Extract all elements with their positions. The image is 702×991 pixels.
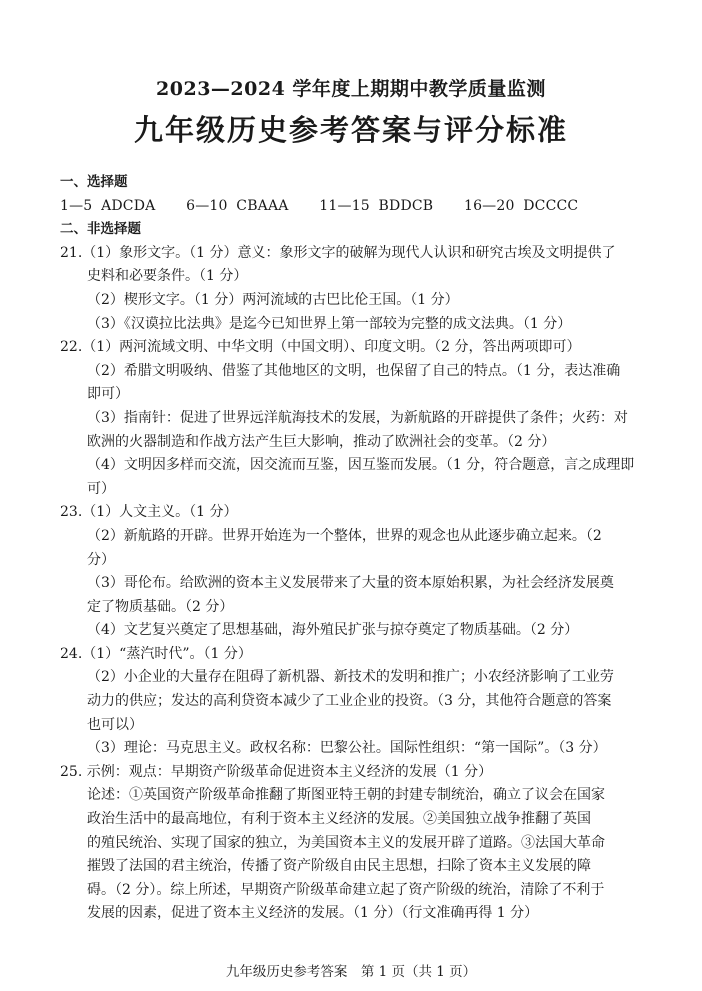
answer-body [60,171,660,926]
answer-group: 16—20 DCCCC [463,197,579,214]
answer-continuation-line: （3）指南针：促进了世界远洋航海技术的发展，为新航路的开辟提供了条件；火药：对 [87,409,628,426]
answer-continuation-line: （2）小企业的大量存在阻碍了新机器、新技术的发明和推广；小农经济影响了工业劳 [87,669,614,686]
answer-lines [60,242,660,926]
answer-continuation-line: （2）希腊文明吸纳、借鉴了其他地区的文明，也保留了自己的特点。（1 分，表达准确 [87,362,621,379]
page-footer: 九年级历史参考答案 第 1 页（共 1 页） [225,964,477,980]
answer-continuation-line: 发展的因素，促进了资本主义经济的发展。（1 分）（行文准确再得 1 分） [87,905,539,922]
answer-continuation-line: 动力的供应；发达的高利贷资本减少了工业企业的投资。（3 分，其他符合题意的答案 [87,693,612,710]
answer-continuation-line: 欧洲的火器制造和作战方法产生巨大影响，推动了欧洲社会的变革。（2 分） [87,433,556,450]
answer-continuation-line: 论述：①英国资产阶级革命推翻了斯图亚特王朝的封建专制统治，确立了议会在国家 [87,787,605,804]
answer-continuation-line: （4）文艺复兴奠定了思想基础，海外殖民扩张与掠夺奠定了物质基础。（2 分） [87,622,579,639]
question-answer-line: 22.（1）两河流域文明、中华文明（中国文明）、印度文明。（2 分，答出两项即可） [60,339,581,356]
answer-continuation-line: 也可以） [87,716,143,733]
answer-continuation-line: （3）理论：马克思主义。政权名称：巴黎公社。国际性组织：“第一国际”。（3 分） [87,740,607,757]
exam-title: 2023—2024 学年度上期期中教学质量监测 [156,78,546,100]
answer-continuation-line: （3）哥伦布。给欧洲的资本主义发展带来了大量的资本原始积累，为社会经济发展奠 [87,575,614,592]
answer-continuation-line: 的殖民统治、实现了国家的独立，为美国资本主义的发展开辟了道路。③法国大革命 [87,834,605,851]
answer-group: 1—5 ADCDA [60,197,156,214]
section-heading-non-choice: 二、非选择题 [60,221,141,238]
answer-continuation-line: （4）文明因多样而交流，因交流而互鉴，因互鉴而发展。（1 分，符合题意，言之成理即 [87,457,635,474]
answer-continuation-line: 史料和必要条件。（1 分） [87,268,248,285]
section-heading-multiple-choice: 一、选择题 [60,174,128,190]
answer-continuation-line: （3）《汉谟拉比法典》是迄今已知世界上第一部较为完整的成文法典。（1 分） [87,315,572,332]
answer-continuation-line: 即可） [87,386,129,403]
answer-continuation-line: 可） [87,480,115,497]
answer-continuation-line: （2）楔形文字。（1 分）两河流域的古巴比伦王国。（1 分） [87,291,459,308]
document-title: 九年级历史参考答案与评分标准 [133,113,568,147]
question-answer-line: 25. 示例：观点：早期资产阶级革命促进资本主义经济的发展（1 分） [60,763,493,780]
answer-continuation-line: 碍。（2 分）。综上所述，早期资产阶级革命建立起了资产阶级的统治，清除了不利于 [87,881,605,898]
answer-continuation-line: 政治生活中的最高地位，有利于资本主义经济的发展。②美国独立战争推翻了英国 [87,811,591,828]
answer-continuation-line: 分） [87,551,115,568]
answer-continuation-line: 定了物质基础。（2 分） [87,598,234,615]
answer-continuation-line: （2）新航路的开辟。世界开始连为一个整体，世界的观念也从此逐步确立起来。（2 [87,527,602,544]
multiple-choice-answers [60,195,660,219]
question-answer-line: 23.（1）人文主义。（1 分） [60,504,238,521]
question-answer-line: 21.（1）象形文字。（1 分）意义：象形文字的破解为现代人认识和研究古埃及文明提供了 [60,244,616,261]
question-answer-line: 24.（1）“蒸汽时代”。（1 分） [60,645,252,662]
answer-group: 6—10 CBAAA [186,197,289,214]
answer-continuation-line: 摧毁了法国的君主统治，传播了资产阶级自由民主思想，扫除了资本主义发展的障 [87,858,591,875]
answer-group: 11—15 BDDCB [319,197,434,214]
